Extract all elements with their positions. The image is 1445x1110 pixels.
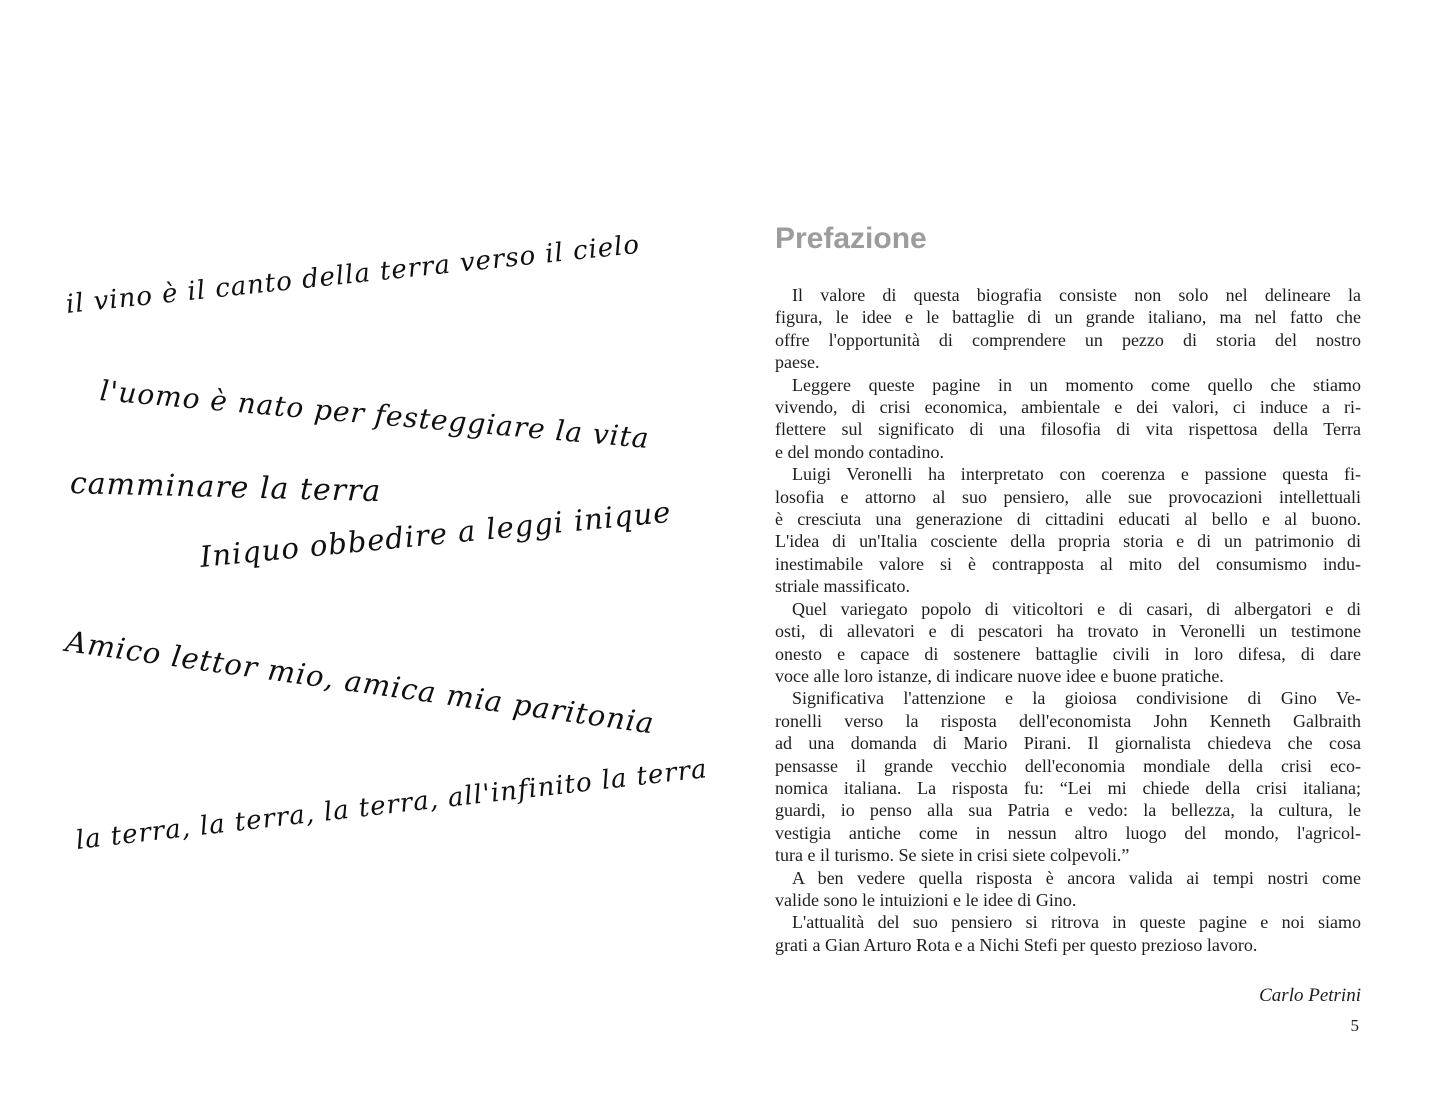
paragraph-5: [775, 687, 1361, 866]
text-line: è cresciuta una generazione di cittadini educati al bello e al buono.: [775, 509, 1361, 530]
text-line: onesto e capace di sostenere battaglie civili in loro difesa, di dare: [775, 643, 1361, 664]
text-line: grati a Gian Arturo Rota e a Nichi Stefi per questo prezioso lavoro.: [775, 934, 1258, 955]
page-title: Prefazione: [775, 222, 927, 255]
text-line: A ben vedere quella risposta è ancora valida ai tempi nostri come: [792, 867, 1361, 888]
handwritten-quote-wine-song: il vino è il canto della terra verso il cielo: [64, 229, 642, 320]
paragraph-6: [775, 867, 1361, 912]
paragraph-1: [775, 284, 1361, 374]
text-line: Quel variegato popolo di viticoltori e di casari, di albergatori e di: [792, 598, 1361, 619]
text-line: L'attualità del suo pensiero si ritrova in queste pagine e noi siamo: [792, 912, 1361, 933]
text-line: vestigia antiche come in nessun altro luogo del mondo, l'agricol-: [775, 822, 1361, 843]
text-line: offre l'opportunità di comprendere un pezzo di storia del nostro: [775, 329, 1361, 350]
text-line: losofia e attorno al suo pensiero, alle sue provocazioni intellettuali: [775, 486, 1361, 507]
text-line: guardi, io penso alla sua Patria e vedo: la bellezza, la cultura, le: [775, 800, 1361, 821]
handwritten-quote-la-terra: la terra, la terra, la terra, all'infinito la terra: [74, 754, 710, 856]
text-line: inestimabile valore si è contrapposta al mito del consumismo indu-: [775, 553, 1361, 574]
text-line: valide sono le intuizioni e le idee di Gino.: [775, 889, 1077, 910]
handwritten-quote-celebrate-life: l'uomo è nato per festeggiare la vita: [98, 374, 651, 456]
text-line: figura, le idee e le battaglie di un grande italiano, ma nel fatto che: [775, 307, 1361, 328]
text-line: paese.: [775, 352, 820, 373]
text-line: Significativa l'attenzione e la gioiosa condivisione di Gino Ve-: [792, 688, 1361, 709]
text-line: Il valore di questa biografia consiste non solo nel delineare la: [792, 285, 1361, 305]
handwritten-quote-unjust-laws: Iniquo obbedire a leggi inique: [198, 494, 673, 574]
text-line: ad una domanda di Mario Pirani. Il giornalista chiedeva che cosa: [775, 733, 1361, 754]
handwritten-quote-dear-reader: Amico lettor mio, amica mia paritonia: [63, 624, 657, 741]
text-line: Luigi Veronelli ha interpretato con coerenza e passione questa fi-: [792, 464, 1361, 485]
text-line: flettere sul significato di una filosofia di vita rispettosa della Terra: [775, 419, 1361, 440]
text-line: osti, di allevatori e di pescatori ha trovato in Veronelli un testimone: [775, 621, 1361, 642]
author-signature: Carlo Petrini: [1259, 985, 1361, 1007]
paragraph-3: [775, 463, 1361, 597]
text-line: L'idea di un'Italia cosciente della propria storia e di un patrimonio di: [775, 531, 1361, 552]
paragraph-7: [775, 911, 1361, 956]
paragraph-4: [775, 598, 1361, 688]
text-line: nomica italiana. La risposta fu: “Lei mi chiede della crisi italiana;: [775, 777, 1361, 798]
right-page: [775, 222, 1361, 1037]
text-line: striale massificato.: [775, 576, 910, 597]
text-line: pensasse il grande vecchio dell'economia mondiale della crisi eco-: [775, 755, 1361, 776]
text-line: Leggere queste pagine in un momento come quello che stiamo: [792, 374, 1361, 395]
paragraph-2: [775, 374, 1361, 464]
text-line: vivendo, di crisi economica, ambientale e dei valori, ci induce a ri-: [775, 397, 1361, 418]
text-line: ronelli verso la risposta dell'economista John Kenneth Galbraith: [775, 710, 1361, 731]
page-number: 5: [1350, 1016, 1359, 1036]
text-line: voce alle loro istanze, di indicare nuove idee e buone pratiche.: [775, 665, 1224, 686]
text-line: tura e il turismo. Se siete in crisi siete colpevoli.”: [775, 845, 1130, 866]
handwritten-quote-walk-the-earth: camminare la terra: [69, 466, 382, 510]
text-line: e del mondo contadino.: [775, 441, 944, 462]
